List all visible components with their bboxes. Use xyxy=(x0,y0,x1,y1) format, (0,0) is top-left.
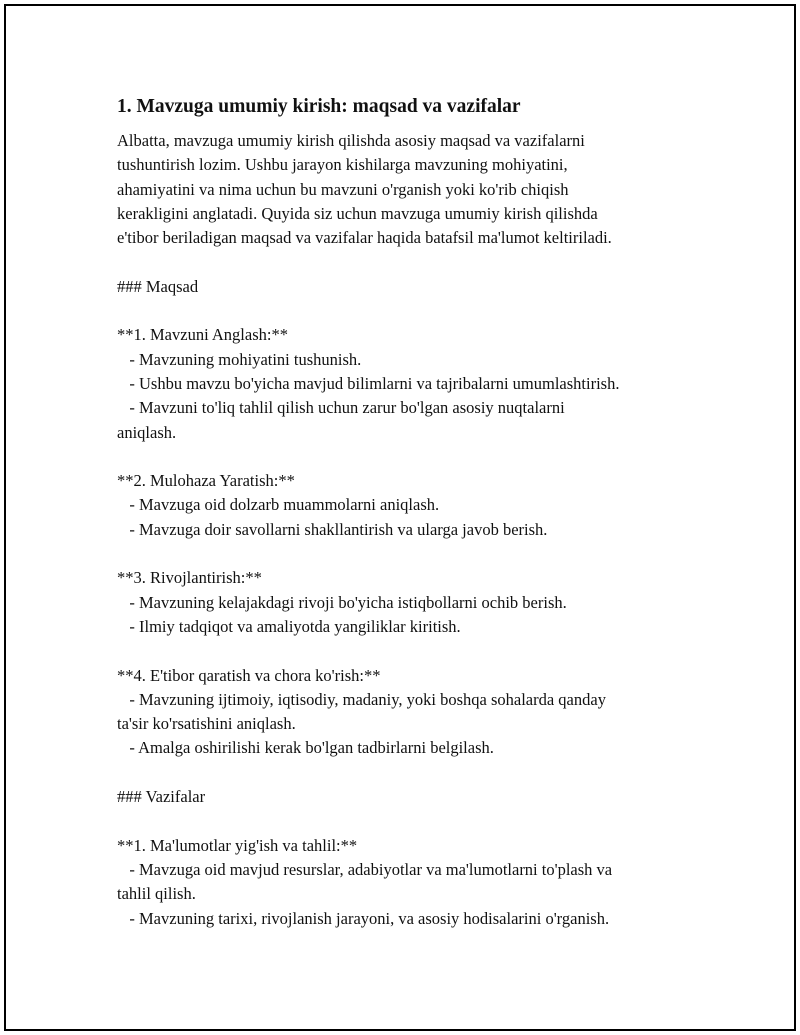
bullet-line: - Mavzuning kelajakdagi rivoji bo'yicha istiqbollarni ochib berish. xyxy=(117,592,567,612)
intro-line: Albatta, mavzuga umumiy kirish qilishda asosiy maqsad va vazifalarni xyxy=(117,131,585,150)
intro-line: tushuntirish lozim. Ushbu jarayon kishilarga mavzuning mohiyatini, xyxy=(117,155,568,175)
subsection-heading: **2. Mulohaza Yaratish:** xyxy=(117,471,295,491)
maqsad-block xyxy=(117,250,717,760)
bullet-line: - Ilmiy tadqiqot va amaliyotda yangiliklar kiritish. xyxy=(117,616,461,636)
vazifalar-block xyxy=(117,761,717,931)
subsection-heading: **1. Mavzuni Anglash:** xyxy=(117,325,288,345)
section-heading-maqsad: ### Maqsad xyxy=(117,276,199,296)
spacer xyxy=(117,761,717,785)
spacer xyxy=(117,445,717,469)
bullet-line: - Mavzuga oid mavjud resurslar, adabiyotlar va ma'lumotlarni to'plash va xyxy=(117,859,613,879)
bullet-line: tahlil qilish. xyxy=(117,884,196,904)
bullet-line: - Ushbu mavzu bo'yicha mavjud bilimlarni va tajribalarni umumlashtirish. xyxy=(117,373,620,393)
spacer xyxy=(117,542,717,566)
bullet-line: - Mavzuga oid dolzarb muammolarni aniqlash. xyxy=(117,495,440,515)
bullet-line: - Amalga oshirilishi kerak bo'lgan tadbirlarni belgilash. xyxy=(117,738,494,758)
bullet-line: - Mavzuga doir savollarni shakllantirish va ularga javob berish. xyxy=(117,519,548,539)
spacer xyxy=(117,639,717,663)
bullet-line: - Mavzuning mohiyatini tushunish. xyxy=(117,349,362,369)
bullet-line: - Mavzuning ijtimoiy, iqtisodiy, madaniy, yoki boshqa sohalarda qanday xyxy=(117,689,606,709)
intro-line: kerakligini anglatadi. Quyida siz uchun mavzuga umumiy kirish qilishda xyxy=(117,203,598,223)
subsection-heading: **4. E'tibor qaratish va chora ko'rish:** xyxy=(117,665,381,685)
bullet-line: ta'sir ko'rsatishini aniqlash. xyxy=(117,714,296,734)
intro-line: ahamiyatini va nima uchun bu mavzuni o'rganish yoki ko'rib chiqish xyxy=(117,179,569,199)
subsection-heading: **1. Ma'lumotlar yig'ish va tahlil:** xyxy=(117,835,358,855)
document-body xyxy=(117,94,717,931)
document-title: 1. Mavzuga umumiy kirish: maqsad va vazifalar xyxy=(117,96,521,117)
bullet-line: aniqlash. xyxy=(117,422,177,442)
section-heading-vazifalar: ### Vazifalar xyxy=(117,787,206,807)
intro-paragraph xyxy=(117,129,717,250)
spacer xyxy=(117,250,717,274)
intro-line: e'tibor beriladigan maqsad va vazifalar haqida batafsil ma'lumot keltiriladi. xyxy=(117,228,612,248)
spacer xyxy=(117,809,717,833)
spacer xyxy=(117,299,717,323)
subsection-heading: **3. Rivojlantirish:** xyxy=(117,568,262,588)
bullet-line: - Mavzuning tarixi, rivojlanish jarayoni, va asosiy hodisalarini o'rganish. xyxy=(117,908,610,928)
bullet-line: - Mavzuni to'liq tahlil qilish uchun zarur bo'lgan asosiy nuqtalarni xyxy=(117,398,565,418)
